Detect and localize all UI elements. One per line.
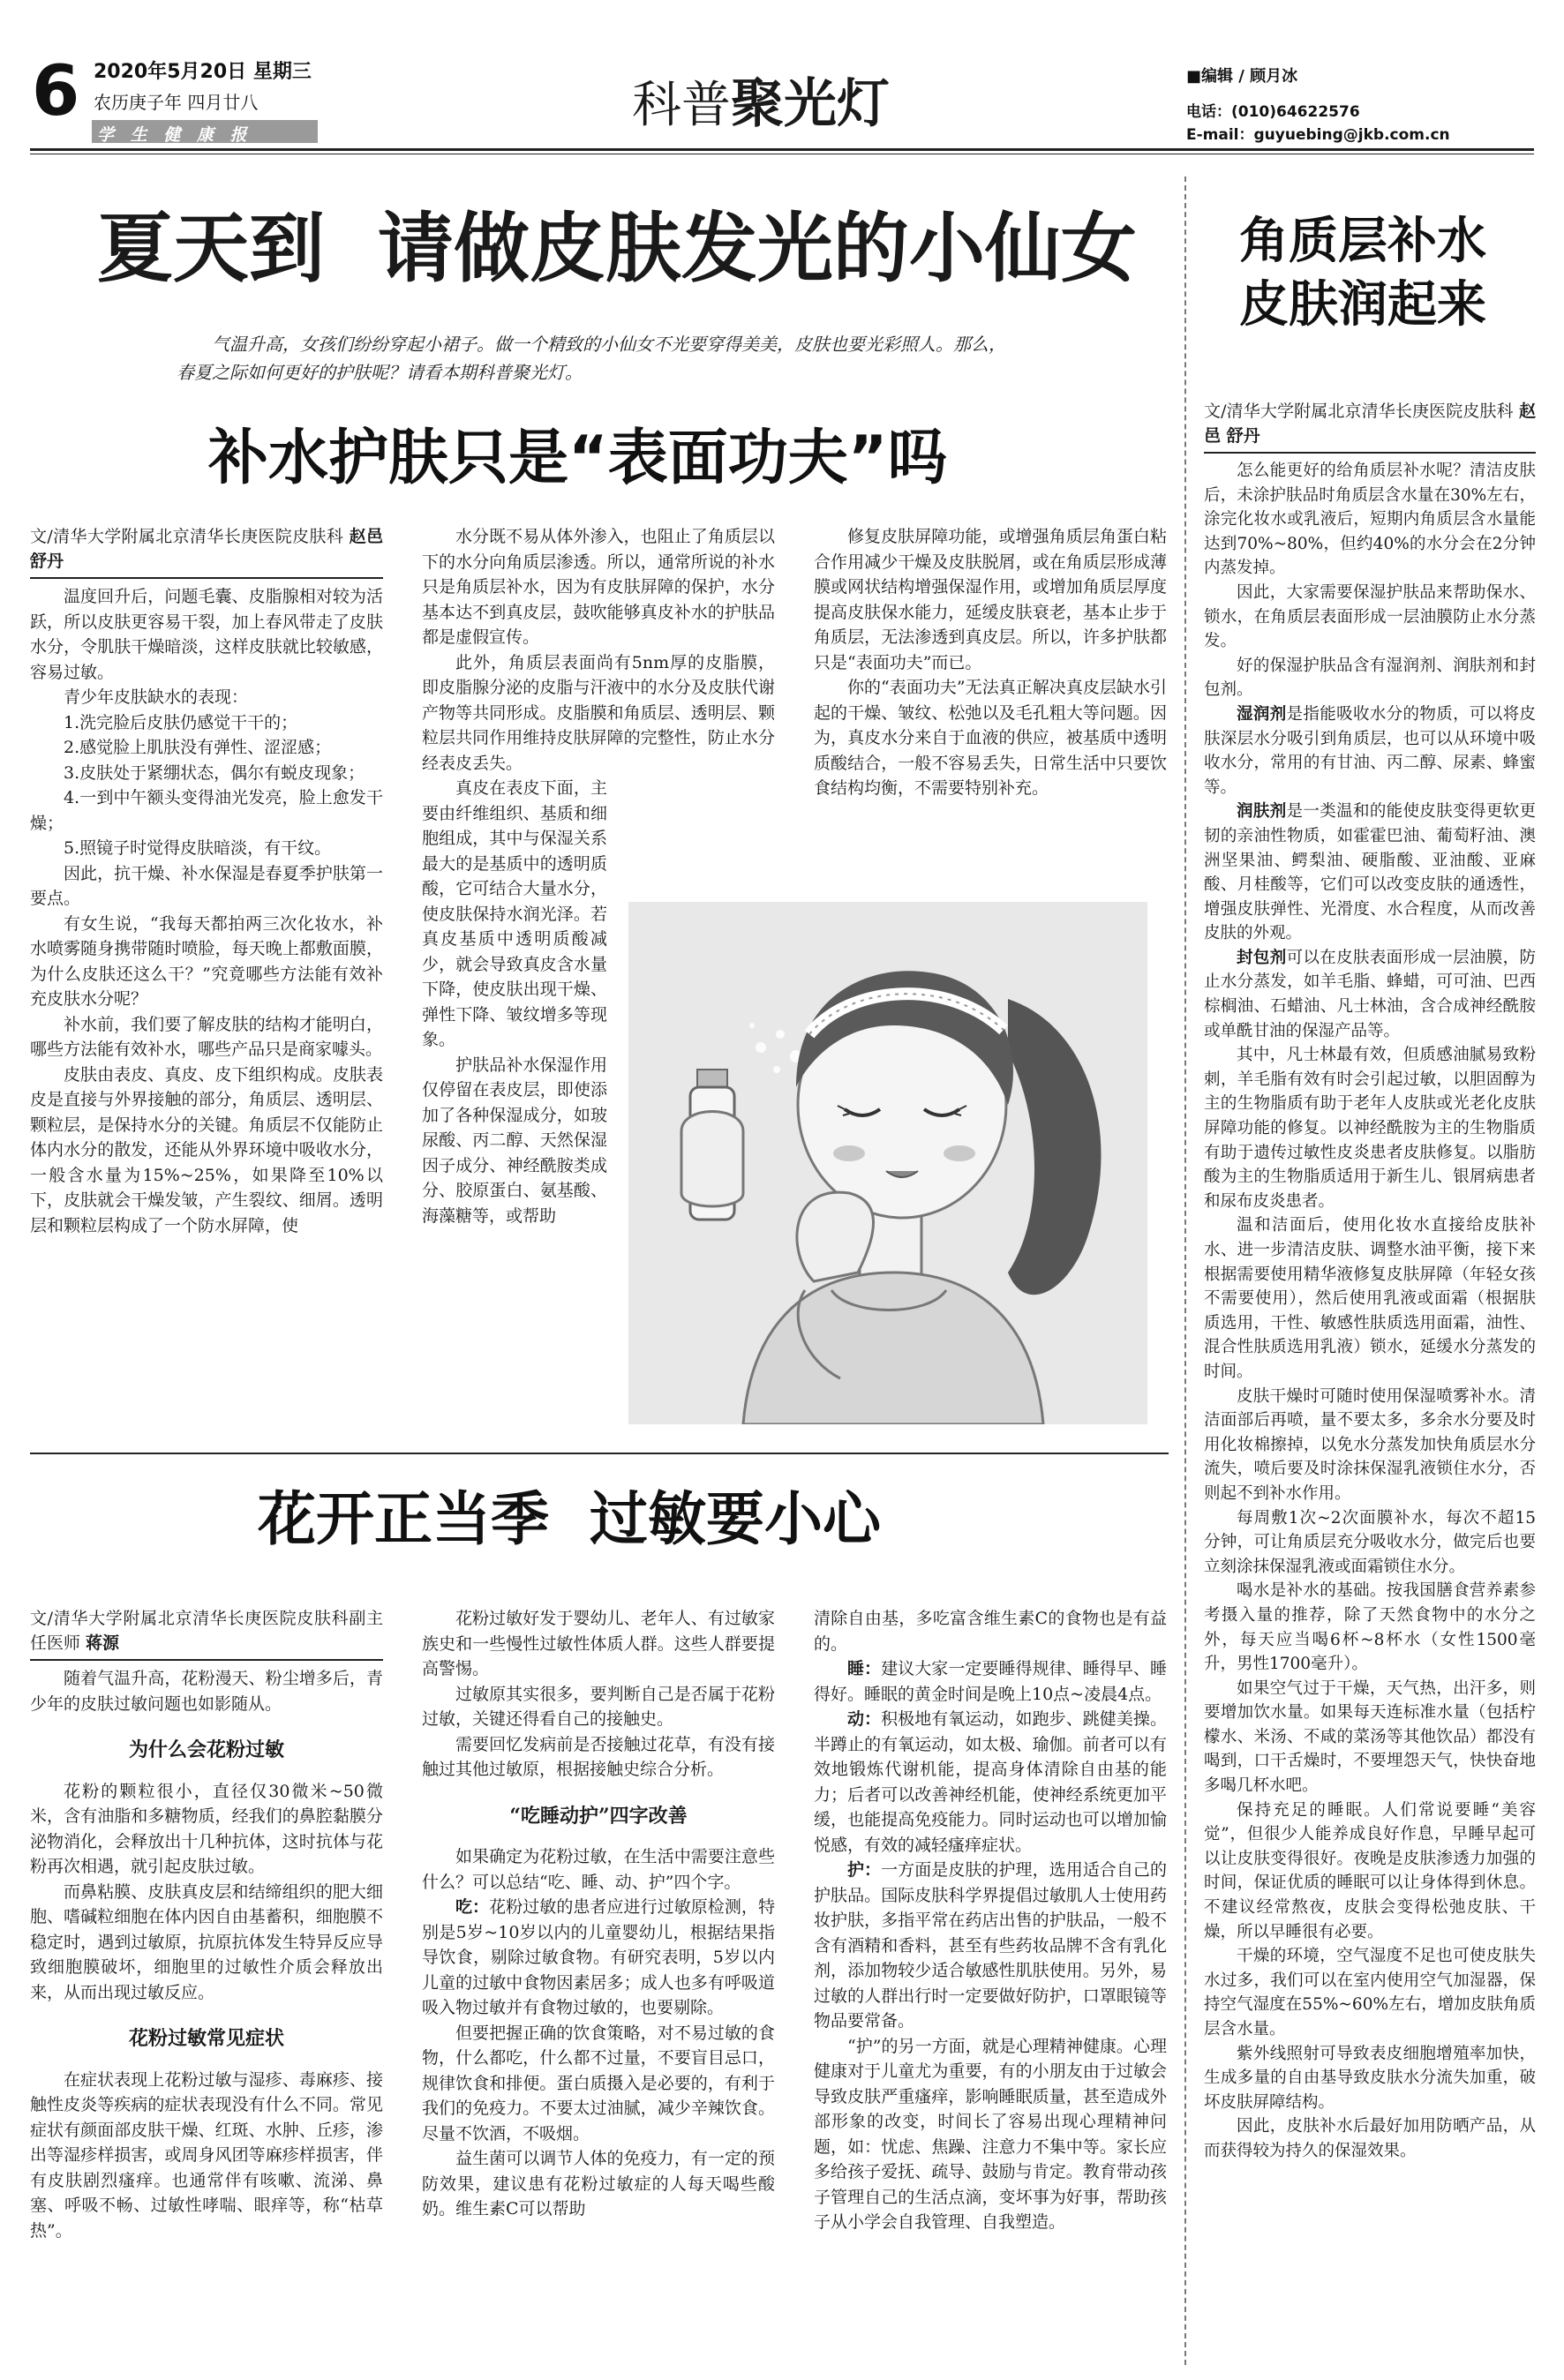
- paragraph: 温和洁面后，使用化妆水直接给皮肤补水、进一步清洁皮肤、调整水油平衡，接下来根据需要使用精华液修复皮肤屏障（年轻女孩不需要使用），然后使用乳液或面霜（根据肤质选用，干性、敏感性肤质选用面霜，油性、混合性肤质选用乳液）锁水，延缓水分蒸发的时间。: [1204, 1216, 1536, 1381]
- phone-info: 电话：(010)64622576: [1186, 103, 1360, 121]
- paragraph-text: 建议大家一定要睡得规律、睡得早、睡得好。睡眠的黄金时间是晚上10点~凌晨4点。: [814, 1659, 1167, 1704]
- intro-text: 气温升高，女孩们纷纷穿起小裙子。做一个精致的小仙女不光要穿得美美，皮肤也要光彩照人。那么，春夏之际如何更好的护肤呢？请看本期科普聚光灯。: [177, 334, 1006, 383]
- paragraph: 干燥的环境，空气湿度不足也可使皮肤失水过多，我们可以在室内使用空气加湿器，保持空气湿度在55%~60%左右，增加皮肤角质层含水量。: [1204, 1947, 1536, 2038]
- paragraph: 保持充足的睡眠。人们常说要睡“美容觉”，但很少人能养成良好作息，早睡早起可以让皮肤变得很好。夜晚是皮肤渗透力加强的时间，保证优质的睡眠可以让身体得到休息。不建议经常熬夜，皮肤会变得松弛皮肤、干燥，所以早睡很有必要。: [1204, 1800, 1536, 1941]
- paragraph: 其中，凡士林最有效，但质感油腻易致粉刺，羊毛脂有效有时会引起过敏，以胆固醇为主的生物脂质有助于老年人皮肤或光老化皮肤屏障功能的修复。以神经酰胺为主的生物脂质有助于遗传过敏性皮炎患者皮肤修复。以脂肪酸为主的生物脂质适用于新生儿、银屑病患者和尿布皮炎患者。: [1204, 1046, 1536, 1211]
- article2-col1: [30, 1606, 383, 2243]
- paragraph: 喝水是补水的基础。按我国膳食营养素参考摄入量的推荐，除了天然食物中的水分之外，每天应当喝6杯~8杯水（女性1500毫升，男性1700毫升）。: [1204, 1581, 1536, 1674]
- paragraph: 2.感觉脸上肌肤没有弹性、涩涩感；: [64, 738, 332, 757]
- paragraph: 有女生说，“我每天都拍两三次化妆水，补水喷雾随身携带随时喷脸，每天晚上都敷面膜，为什么皮肤还这么干？”究竟哪些方法能有效补充皮肤水分呢？: [30, 913, 383, 1009]
- article1-title: 补水护肤只是“表面功夫”吗: [208, 424, 948, 493]
- lead-term: 护：: [847, 1860, 882, 1880]
- article2-col3-body: [814, 1606, 1167, 2235]
- article3-body: [1204, 459, 1536, 2164]
- paragraph: 随着气温升高，花粉漫天、粉尘增多后，青少年的皮肤过敏问题也如影随从。: [30, 1669, 383, 1714]
- paragraph: 因此，皮肤补水后最好加用防晒产品，从而获得较为持久的保湿效果。: [1204, 2117, 1536, 2160]
- paragraph: “护”的另一方面，就是心理精神健康。心理健康对于儿童尤为重要，有的小朋友由于过敏会导致皮肤严重瘙痒，影响睡眠质量，甚至造成外部形象的改变，时间长了容易出现心理精神问题，如：忧虑、焦躁、注意力不集中等。家长应多给孩子爱抚、疏导、鼓励与肯定。教育带动孩子管理自己的生活点滴，变坏事为好事，帮助孩子从小学会自我管理、自我塑造。: [814, 2036, 1167, 2232]
- article2-col1-body: [30, 1666, 383, 2243]
- paragraph: 在症状表现上花粉过敏与湿疹、毒麻疹、接触性皮炎等疾病的症状表现没有什么不同。常见症状有颜面部皮肤干燥、红斑、水肿、丘疹，渗出等湿疹样损害，或周身风团等麻疹样损害，伴有皮肤剧烈瘙痒。也通常伴有咳嗽、流涕、鼻塞、呼吸不畅、过敏性哮喘、眼痒等，称“枯草热”。: [30, 2069, 383, 2241]
- article2-title: 花开正当季 过敏要小心: [258, 1485, 881, 1553]
- paragraph: 温度回升后，问题毛囊、皮脂腺相对较为活跃，所以皮肤更容易干裂，加上春风带走了皮肤水分，令肌肤干燥暗淡，这样皮肤就比较敏感，容易过敏。: [30, 587, 383, 682]
- main-title: 夏天到 请做皮肤发光的小仙女: [97, 204, 1137, 293]
- paragraph: 好的保湿护肤品含有湿润剂、润肤剂和封包剂。: [1204, 656, 1536, 700]
- paragraph: 紫外线照射可导致表皮细胞增殖率加快，生成多量的自由基导致皮肤水分流失加重，破坏皮肤屏障结构。: [1204, 2044, 1536, 2112]
- paragraph: 怎么能更好的给角质层补水呢？清洁皮肤后，未涂护肤品时角质层含水量在30%左右，涂完化妆水或乳液后，短期内角质层含水量能达到70%~80%，但约40%的水分会在2分钟内蒸发掉。: [1204, 462, 1536, 578]
- byline-prefix: 文/清华大学附属北京清华长庚医院皮肤科副主任医师: [30, 1609, 383, 1653]
- paragraph-text: 积极地有氧运动，如跑步、跳健美操。半蹲止的有氧运动，如太极、瑜伽。前者可以有效地锻炼代谢机能，提高身体清除自由基的能力；后者可以改善神经机能，使神经系统更加平缓，也能提高免疫能力。同时运动也可以增加愉悦感，有效的减轻瘙痒症状。: [814, 1709, 1167, 1855]
- article1-col3-body: [814, 524, 1167, 801]
- paragraph: 如果空气过于干燥，天气热，出汗多，则要增加饮水量。如果每天连标准水量（包括柠檬水、米汤、不咸的菜汤等其他饮品）都没有喝到，口干舌燥时，不要埋怨天气，快快奋地多喝几杯水吧。: [1204, 1678, 1536, 1796]
- lead-term: 睡：: [847, 1659, 882, 1678]
- article1-bottom-rule: [30, 1453, 1169, 1454]
- paragraph: 水分既不易从体外渗入，也阻止了角质层以下的水分向角质层渗透。所以，通常所说的补水只是角质层补水，因为有皮肤屏障的保护，水分基本达不到真皮层，鼓吹能够真皮补水的护肤品都是虚假宣传。: [422, 527, 775, 647]
- section-title-bold: 聚光灯: [731, 73, 890, 135]
- subheading: 为什么会花粉过敏: [128, 1738, 284, 1761]
- article3-title-line1: 角质层补水: [1239, 213, 1486, 270]
- paragraph: [814, 1707, 1167, 1858]
- column-separator: [1184, 176, 1186, 2365]
- paragraph-text: 是一类温和的能使皮肤变得更软更韧的亲油性物质，如霍霍巴油、葡萄籽油、澳洲坚果油、鳄梨油、硬脂酸、亚油酸、亚麻酸、月桂酸等，它们可以改变皮肤的通透性，增强皮肤弹性、光滑度、水合程度，从而改善皮肤的外观。: [1204, 802, 1536, 943]
- lead-term: 湿润剂: [1237, 704, 1287, 724]
- article2-byline: [30, 1606, 383, 1661]
- illustration: [628, 902, 1147, 1424]
- paragraph: 如果确定为花粉过敏，在生活中需要注意些什么？可以总结“吃、睡、动、护”四个字。: [422, 1847, 775, 1892]
- lead-term: 润肤剂: [1237, 802, 1287, 822]
- byline-authors: 赵邑 舒丹: [1204, 402, 1536, 446]
- editor-info: ■编辑 / 顾月冰: [1186, 67, 1298, 86]
- paragraph: 因此，大家需要保湿护肤品来帮助保水、锁水，在角质层表面形成一层油膜防止水分蒸发。: [1204, 582, 1536, 651]
- subheading: “吃睡动护”四字改善: [509, 1804, 688, 1828]
- article2-col2-body: [422, 1606, 775, 2222]
- paragraph: 修复皮肤屏障功能，或增强角质层角蛋白粘合作用减少干燥及皮肤脱屑，或在角质层形成薄膜或网状结构增强保湿作用，或增加角质层厚度提高皮肤保水能力，延缓皮肤衰老，基本止步于角质层，无法渗透到真皮层。所以，许多护肤都只是“表面功夫”而已。: [814, 527, 1167, 672]
- paragraph: 皮肤由表皮、真皮、皮下组织构成。皮肤表皮是直接与外界接触的部分，角质层、透明层、颗粒层，是保持水分的关键。角质层不仅能防止体内水分的散发，还能从外界环境中吸收水分，一般含水量为15%~25%，如果降至10%以下，皮肤就会干燥发皱，产生裂纹、细屑。透明层和颗粒层构成了一个防水屏障，使: [30, 1064, 383, 1235]
- paragraph: 每周敷1次~2次面膜补水，每次不超15分钟，可让角质层充分吸收水分，做完后也要立刻涂抹保湿乳液或面霜锁住水分。: [1204, 1508, 1536, 1576]
- paper-name: 学 生 健 康 报: [97, 125, 252, 145]
- lead-term: 封包剂: [1237, 948, 1287, 967]
- paragraph-text: 可以在皮肤表面形成一层油膜，防止水分蒸发，如羊毛脂、蜂蜡，可可油、巴西棕榈油、石蜡油、凡士林油，含合成神经酰胺或单酰甘油的保湿产品等。: [1204, 948, 1536, 1040]
- byline-authors: 赵邑 舒丹: [30, 527, 383, 571]
- paragraph: 因此，抗干燥、补水保湿是春夏季护肤第一要点。: [30, 863, 383, 908]
- paragraph: [422, 1895, 775, 2021]
- paragraph: [1204, 702, 1536, 800]
- paragraph-text: 花粉过敏的患者应进行过敏原检测，特别是5岁~10岁以内的儿童婴幼儿，根据结果指导饮食，剔除过敏食物。有研究表明，5岁以内儿童的过敏中食物因素居多；成人也多有呼吸道吸入物过敏并有食物过敏的，也要剔除。: [422, 1897, 775, 2017]
- paragraph: 1.洗完脸后皮肤仍感觉干干的；: [64, 712, 298, 732]
- paragraph: 3.皮肤处于紧绷状态，偶尔有蜕皮现象；: [64, 762, 365, 783]
- paragraph: 4.一到中午额头变得油光发亮，脸上愈发干燥；: [30, 788, 383, 833]
- byline-prefix: 文/清华大学附属北京清华长庚医院皮肤科: [30, 527, 350, 546]
- paragraph: 但要把握正确的饮食策略，对不易过敏的食物，什么都吃，什么都不过量，不要盲目忌口，规律饮食和排便。蛋白质摄入是必要的，有利于我们的免疫力。不要太过油腻，减少辛辣饮食。尽量不饮酒，不吸烟。: [422, 2023, 775, 2144]
- page-number: 6: [32, 52, 80, 131]
- paragraph: 护肤品补水保湿作用仅停留在表皮层，即使添加了各种保湿成分，如玻尿酸、丙二醇、天然保湿因子成分、神经酰胺类成分、胶原蛋白、氨基酸、海藻糖等，或帮助: [422, 1055, 607, 1226]
- byline-authors: 蒋源: [86, 1633, 120, 1653]
- paragraph: 清除自由基，多吃富含维生素C的食物也是有益的。: [814, 1609, 1167, 1654]
- paragraph: 而鼻粘膜、皮肤真皮层和结缔组织的肥大细胞、嗜碱粒细胞在体内因自由基蓄积，细胞膜不稳定时，遇到过敏原，抗原抗体发生特异反应导致细胞膜破坏，细胞里的过敏性介质会释放出来，从而出现过敏反应。: [30, 1881, 383, 2002]
- email-info: E-mail：guyuebing@jkb.com.cn: [1186, 126, 1450, 144]
- paragraph: 花粉过敏好发于婴幼儿、老年人、有过敏家族史和一些慢性过敏性体质人群。这些人群要提高警惕。: [422, 1609, 775, 1678]
- girl-spraying-mist-icon: [628, 902, 1147, 1424]
- article1-byline: [30, 524, 383, 579]
- paragraph: [1204, 800, 1536, 946]
- paragraph: 花粉的颗粒很小，直径仅30微米~50微米，含有油脂和多糖物质，经我们的鼻腔黏膜分泌物消化，会释放出十几种抗体，这时抗体与花粉再次相遇，就引起皮肤过敏。: [30, 1781, 383, 1876]
- paragraph-text: 一方面是皮肤的护理，选用适合自己的护肤品。国际皮肤科学界提倡过敏肌人士使用药妆护肤，多指平常在药店出售的护肤品，一般不含有酒精和香料，甚至有些药妆品牌不含有乳化剂，添加物较少适合敏感性肌肤使用。另外，易过敏的人群出行时一定要做好防护，口罩眼镜等物品要常备。: [814, 1860, 1167, 2031]
- paragraph: 青少年皮肤缺水的表现：: [64, 687, 249, 707]
- paragraph: 你的“表面功夫”无法真正解决真皮层缺水引起的干燥、皱纹、松弛以及毛孔粗大等问题。因为，真皮水分来自于血液的供应，被基质中透明质酸结合，一般不容易丢失，日常生活中只要饮食结构均衡，不需要特别补充。: [814, 678, 1167, 798]
- paragraph: 此外，角质层表面尚有5nm厚的皮脂膜，即皮脂腺分泌的皮脂与汗液中的水分及皮肤代谢产物等共同形成。皮脂膜和角质层、透明层、颗粒层共同作用维持皮肤屏障的完整性，防止水分经表皮丢失。: [422, 652, 775, 773]
- byline-prefix: 文/清华大学附属北京清华长庚医院皮肤科: [1204, 402, 1519, 421]
- paragraph: 皮肤干燥时可随时使用保湿喷雾补水。清洁面部后再喷，量不要太多，多余水分要及时用化妆棉擦掉，以免水分蒸发加快角质层水分流失，喷后要及时涂抹保湿乳液锁住水分，否则起不到补水作用。: [1204, 1386, 1536, 1503]
- article3-col: [1204, 399, 1536, 2164]
- article1-col1-body: [30, 584, 383, 1238]
- section-title: [632, 62, 890, 138]
- article3-title-line2: 皮肤润起来: [1239, 276, 1486, 334]
- article3-byline: [1204, 399, 1536, 454]
- subheading: 花粉过敏常见症状: [128, 2027, 284, 2050]
- article2-col2: [422, 1606, 775, 2222]
- article1-col3: [814, 524, 1167, 801]
- paragraph: 益生菌可以调节人体的免疫力，有一定的预防效果，建议患有花粉过敏症的人每天喝些酸奶。维生素C可以帮助: [422, 2149, 775, 2219]
- lunar-date: 农历庚子年 四月廿八: [94, 92, 259, 113]
- paragraph: 真皮在表皮下面，主要由纤维组织、基质和细胞组成，其中与保湿关系最大的是基质中的透明质酸，它可结合大量水分，使皮肤保持水润光泽。若真皮基质中透明质酸减少，就会导致真皮含水量下降，使皮肤出现干燥、弹性下降、皱纹增多等现象。: [422, 778, 607, 1049]
- paragraph: 需要回忆发病前是否接触过花草，有没有接触过其他过敏原，根据接触史综合分析。: [422, 1734, 775, 1779]
- lead-term: 动：: [847, 1709, 882, 1729]
- article1-col1: [30, 524, 383, 1238]
- paragraph: 过敏原其实很多，要判断自己是否属于花粉过敏，关键还得看自己的接触史。: [422, 1684, 775, 1729]
- paragraph-text: 是指能吸收水分的物质，可以将皮肤深层水分吸引到角质层，也可以从环境中吸收水分，常用的有甘油、丙二醇、尿素、蜂蜜等。: [1204, 704, 1536, 797]
- lead-term: 吃：: [455, 1897, 490, 1917]
- masthead-rule: [30, 148, 1534, 151]
- issue-date: 2020年5月20日 星期三: [94, 61, 312, 83]
- article2-col3: [814, 1606, 1167, 2235]
- paragraph: [814, 1656, 1167, 1707]
- paragraph: [814, 1858, 1167, 2034]
- paragraph: 补水前，我们要了解皮肤的结构才能明白，哪些方法能有效补水，哪些产品只是商家噱头。: [30, 1014, 383, 1059]
- paragraph: [1204, 946, 1536, 1043]
- section-title-light: 科普: [632, 77, 731, 134]
- paragraph: 5.照镜子时觉得皮肤暗淡，有干纹。: [64, 838, 332, 858]
